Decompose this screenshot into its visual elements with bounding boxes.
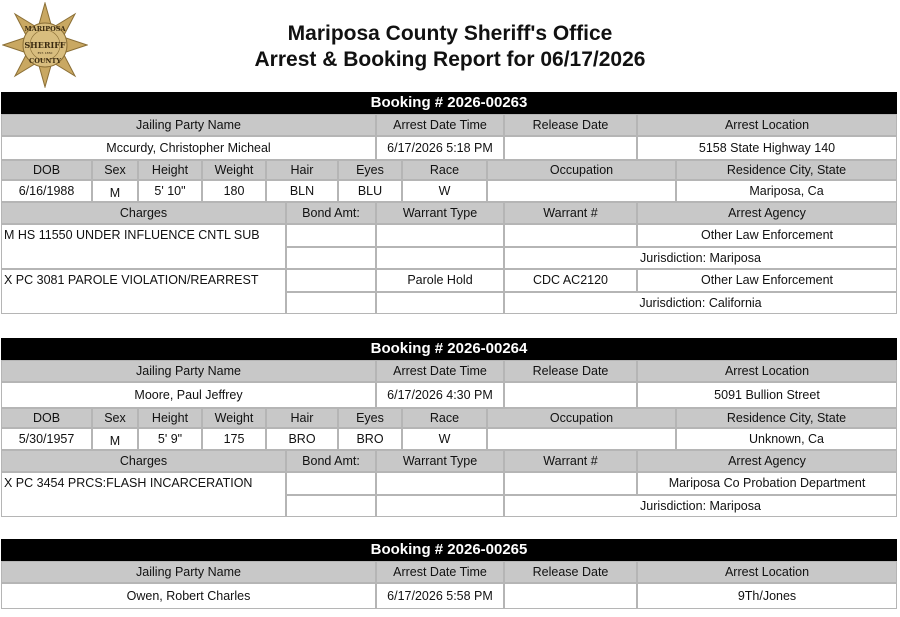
label-warrant-type: Warrant Type: [376, 202, 504, 224]
release-date: [504, 382, 637, 408]
height-value: 5' 9": [138, 428, 202, 450]
label-weight: Weight: [202, 160, 266, 180]
jailing-party-name: Moore, Paul Jeffrey: [1, 382, 376, 408]
label-arrest-date-time: Arrest Date Time: [376, 114, 504, 136]
jurisdiction: Jurisdiction: Mariposa: [504, 247, 897, 269]
label-arrest-location: Arrest Location: [637, 360, 897, 382]
label-height: Height: [138, 160, 202, 180]
hair-value: BRO: [266, 428, 338, 450]
label-height: Height: [138, 408, 202, 428]
label-jailing-party-name: Jailing Party Name: [1, 561, 376, 583]
eyes-value: BRO: [338, 428, 402, 450]
badge-top-text: MARIPOSA: [24, 25, 66, 33]
booking-record: [1, 539, 897, 611]
warrant-number: [504, 472, 637, 495]
bond-amount: [286, 472, 376, 495]
arrest-date-time: 6/17/2026 5:18 PM: [376, 136, 504, 160]
label-hair: Hair: [266, 160, 338, 180]
eyes-value: BLU: [338, 180, 402, 202]
residence-value: Unknown, Ca: [676, 428, 897, 450]
arrest-location: 5158 State Highway 140: [637, 136, 897, 160]
label-bond-amt: Bond Amt:: [286, 202, 376, 224]
bond-amount: [286, 269, 376, 292]
jailing-party-name: Owen, Robert Charles: [1, 583, 376, 609]
label-sex: Sex: [92, 160, 138, 180]
label-eyes: Eyes: [338, 408, 402, 428]
label-arrest-date-time: Arrest Date Time: [376, 561, 504, 583]
label-arrest-agency: Arrest Agency: [637, 202, 897, 224]
label-warrant-type: Warrant Type: [376, 450, 504, 472]
page-subtitle: Arrest & Booking Report for 06/17/2026: [254, 48, 646, 71]
sex-value: M: [92, 180, 138, 202]
charge-description: X PC 3454 PRCS:FLASH INCARCERATION: [1, 472, 286, 517]
sex-value: M: [92, 428, 138, 450]
label-residence: Residence City, State: [676, 160, 897, 180]
warrant-number: [504, 224, 637, 247]
label-sex: Sex: [92, 408, 138, 428]
occupation-value: [487, 180, 676, 202]
weight-value: 180: [202, 180, 266, 202]
label-release-date: Release Date: [504, 114, 637, 136]
weight-value: 175: [202, 428, 266, 450]
race-value: W: [402, 180, 487, 202]
release-date: [504, 583, 637, 609]
charge-description: M HS 11550 UNDER INFLUENCE CNTL SUB: [1, 224, 286, 269]
hair-value: BLN: [266, 180, 338, 202]
label-jailing-party-name: Jailing Party Name: [1, 114, 376, 136]
release-date: [504, 136, 637, 160]
warrant-type-extra: [376, 247, 504, 269]
jurisdiction: Jurisdiction: California: [504, 292, 897, 314]
label-arrest-location: Arrest Location: [637, 114, 897, 136]
warrant-type-extra: [376, 495, 504, 517]
arrest-date-time: 6/17/2026 5:58 PM: [376, 583, 504, 609]
label-charges: Charges: [1, 202, 286, 224]
report-header: [0, 0, 900, 88]
race-value: W: [402, 428, 487, 450]
label-release-date: Release Date: [504, 360, 637, 382]
arrest-location: 5091 Bullion Street: [637, 382, 897, 408]
dob-value: 5/30/1957: [1, 428, 92, 450]
bond-amount-extra: [286, 495, 376, 517]
jailing-party-name: Mccurdy, Christopher Micheal: [1, 136, 376, 160]
charge-description: X PC 3081 PAROLE VIOLATION/REARREST: [1, 269, 286, 314]
label-bond-amt: Bond Amt:: [286, 450, 376, 472]
bond-amount: [286, 224, 376, 247]
badge-mid-text: SHERIFF: [24, 40, 66, 50]
label-occupation: Occupation: [487, 408, 676, 428]
warrant-type: [376, 472, 504, 495]
label-occupation: Occupation: [487, 160, 676, 180]
label-dob: DOB: [1, 160, 92, 180]
badge-bottom-text: COUNTY: [29, 57, 61, 65]
residence-value: Mariposa, Ca: [676, 180, 897, 202]
dob-value: 6/16/1988: [1, 180, 92, 202]
bond-amount-extra: [286, 292, 376, 314]
booking-record: [1, 92, 897, 316]
label-release-date: Release Date: [504, 561, 637, 583]
booking-title: Booking # 2026-00263: [1, 92, 897, 114]
label-dob: DOB: [1, 408, 92, 428]
bond-amount-extra: [286, 247, 376, 269]
badge-est-text: EST. 1850: [37, 51, 53, 55]
label-hair: Hair: [266, 408, 338, 428]
arrest-location: 9Th/Jones: [637, 583, 897, 609]
label-arrest-agency: Arrest Agency: [637, 450, 897, 472]
label-warrant-number: Warrant #: [504, 450, 637, 472]
page-title: Mariposa County Sheriff's Office: [287, 22, 613, 45]
warrant-type: [376, 224, 504, 247]
label-weight: Weight: [202, 408, 266, 428]
jurisdiction: Jurisdiction: Mariposa: [504, 495, 897, 517]
arrest-agency: Other Law Enforcement: [637, 224, 897, 247]
warrant-type-extra: [376, 292, 504, 314]
label-eyes: Eyes: [338, 160, 402, 180]
label-race: Race: [402, 408, 487, 428]
arrest-agency: Other Law Enforcement: [637, 269, 897, 292]
label-charges: Charges: [1, 450, 286, 472]
warrant-type: Parole Hold: [376, 269, 504, 292]
label-arrest-location: Arrest Location: [637, 561, 897, 583]
label-jailing-party-name: Jailing Party Name: [1, 360, 376, 382]
booking-title: Booking # 2026-00264: [1, 338, 897, 360]
booking-title: Booking # 2026-00265: [1, 539, 897, 561]
booking-record: [1, 338, 897, 518]
label-race: Race: [402, 160, 487, 180]
height-value: 5' 10": [138, 180, 202, 202]
occupation-value: [487, 428, 676, 450]
label-arrest-date-time: Arrest Date Time: [376, 360, 504, 382]
arrest-agency: Mariposa Co Probation Department: [637, 472, 897, 495]
arrest-date-time: 6/17/2026 4:30 PM: [376, 382, 504, 408]
label-residence: Residence City, State: [676, 408, 897, 428]
warrant-number: CDC AC2120: [504, 269, 637, 292]
label-warrant-number: Warrant #: [504, 202, 637, 224]
